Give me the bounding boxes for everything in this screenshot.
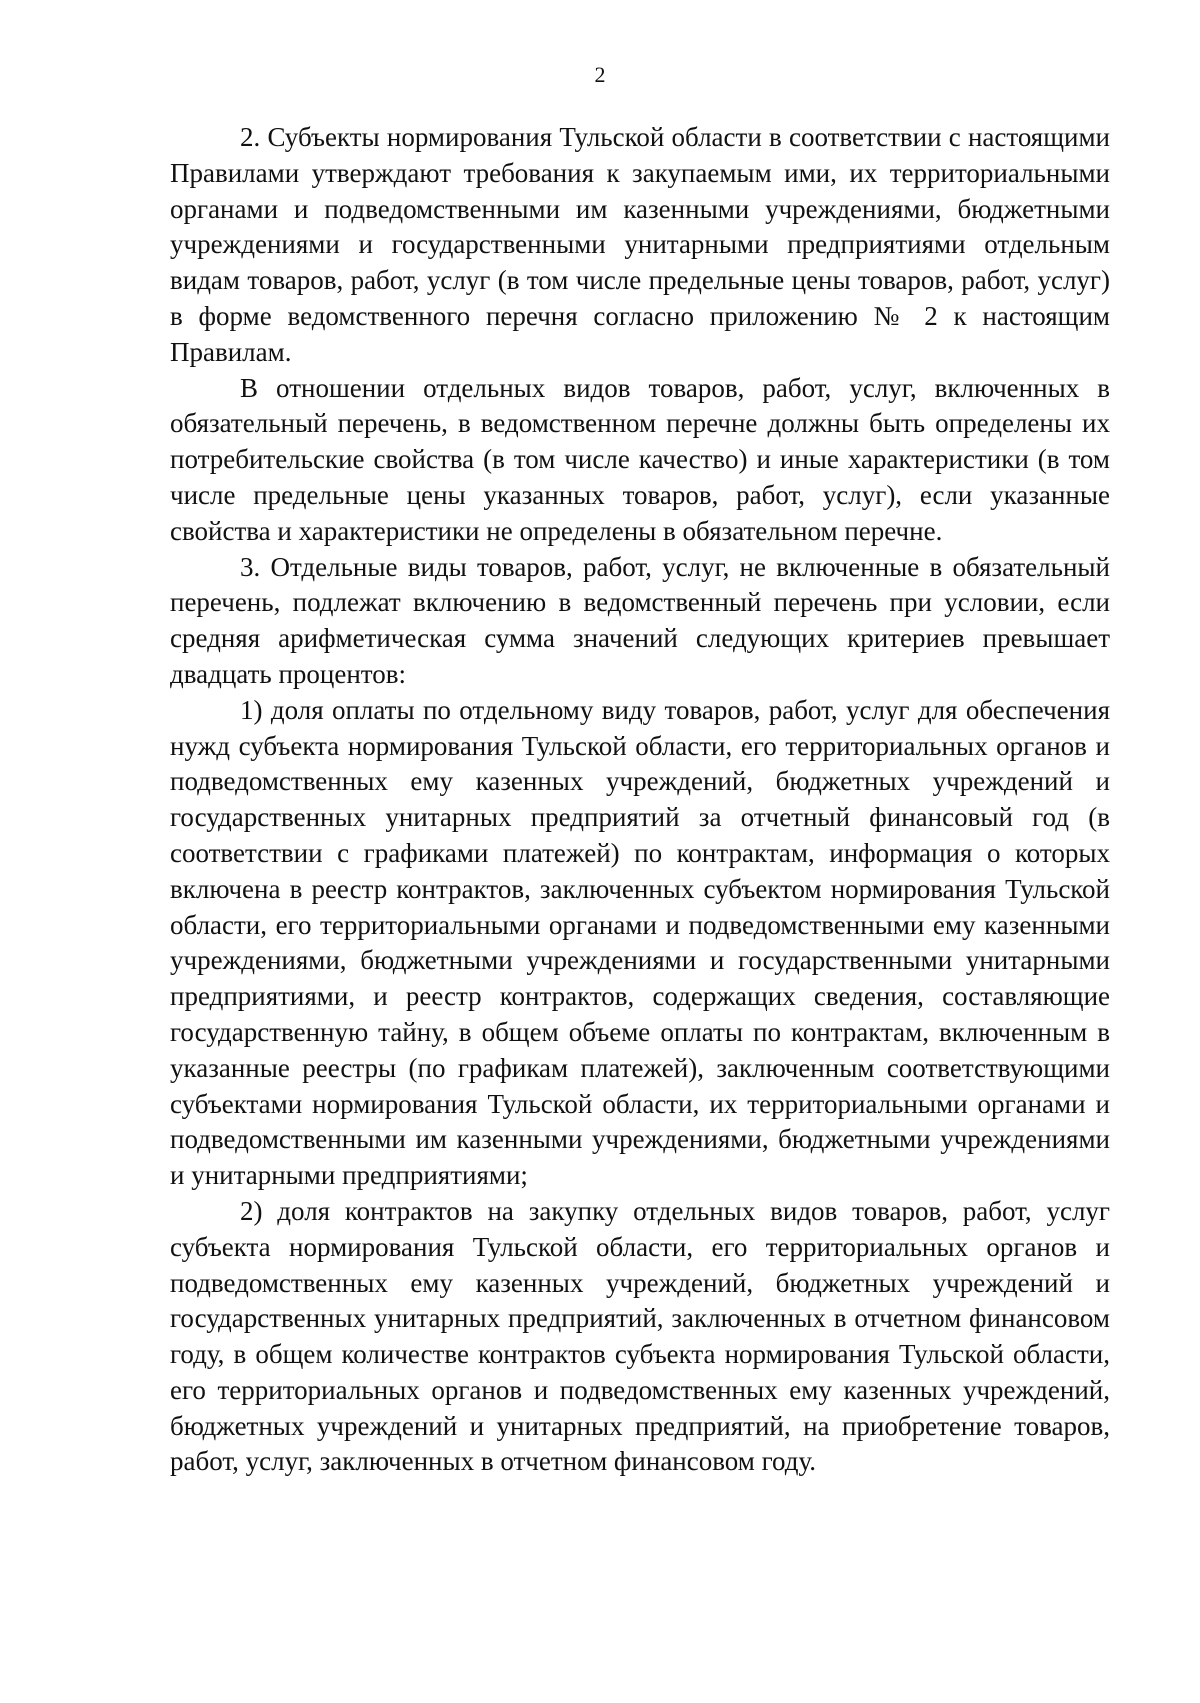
paragraph-item-2: 2. Субъекты нормирования Тульской области в соответствии с настоящими Правилами утверждают требования к закупаемым ими, их территориальными органами и подведомственными им казенными учреждениями, бюджетными учреждениями и государственными унитарными предприятиями отдельным видам товаров, работ, услуг (в том числе предельные цены товаров, работ, услуг) в форме ведомственного перечня согласно приложению № 2 к настоящим Правилам.: [170, 122, 1110, 367]
paragraph-criterion-2: 2) доля контрактов на закупку отдельных видов товаров, работ, услуг субъекта нормирования Тульской области, его территориальных органов и подведомственных ему казенных учреждений, бюджетных учреждений и государственных унитарных предприятий, заключенных в отчетном финансовом году, в общем количестве контрактов субъекта нормирования Тульской области, его территориальных органов и подведомственных ему казенных учреждений, бюджетных учреждений и унитарных предприятий, на приобретение товаров, работ, услуг, заключенных в отчетном финансовом году.: [170, 1195, 1110, 1477]
paragraph-mandatory-list: В отношении отдельных видов товаров, работ, услуг, включенных в обязательный перечень, в ведомственном перечне должны быть определены их потребительские свойства (в том числе качество) и иные характеристики (в том числе предельные цены указанных товаров, работ, услуг), если указанные свойства и характеристики не определены в обязательном перечне.: [170, 372, 1110, 546]
paragraph-criterion-1: 1) доля оплаты по отдельному виду товаров, работ, услуг для обеспечения нужд субъекта нормирования Тульской области, его территориальных органов и подведомственных ему казенных учреждений, бюджетных учреждений и государственных унитарных предприятий за отчетный финансовый год (в соответствии с графиками платежей) по контрактам, информация о которых включена в реестр контрактов, заключенных субъектом нормирования Тульской области, его территориальными органами и подведомственными ему казенными учреждениями, бюджетными учреждениями и государственными унитарными предприятиями, и реестр контрактов, содержащих сведения, составляющие государственную тайну, в общем объеме оплаты по контрактам, включенным в указанные реестры (по графикам платежей), заключенным соответствующими субъектами нормирования Тульской области, их территориальными органами и подведомственными им казенными учреждениями, бюджетными учреждениями и унитарными предприятиями;: [170, 694, 1110, 1191]
paragraph-item-3: 3. Отдельные виды товаров, работ, услуг, не включенные в обязательный перечень, подлежат включению в ведомственный перечень при условии, если средняя арифметическая сумма значений следующих критериев превышает двадцать процентов:: [170, 551, 1110, 689]
page-number: 2: [594, 62, 606, 87]
document-body: [170, 120, 1110, 1480]
